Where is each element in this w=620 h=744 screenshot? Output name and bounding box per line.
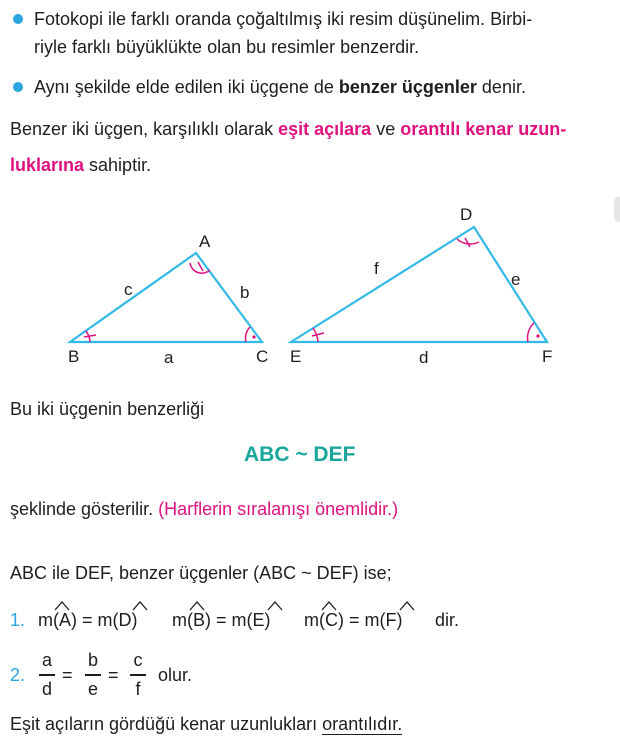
item-1-number: 1.	[10, 610, 26, 630]
item-2-number: 2.	[10, 665, 26, 685]
angle-equality-2: m(B) = m(E)	[172, 610, 271, 630]
equals-sign: =	[62, 665, 73, 685]
fraction-2-numerator: b	[87, 650, 98, 670]
bullet-icon	[13, 14, 23, 24]
side-d: d	[419, 348, 429, 367]
angle-hat-marks	[0, 596, 620, 612]
fraction-3-bar	[130, 674, 146, 676]
similar-triangles-figure	[0, 200, 620, 375]
side-a: a	[164, 348, 174, 367]
fraction-3-denominator: f	[135, 679, 141, 699]
item-1-suffix: dir.	[435, 610, 460, 630]
bullet-1-line-1: Fotokopi ile farklı oranda çoğaltılmış iki resim düşünelim. Birbi-	[34, 9, 533, 29]
vertex-f: F	[542, 347, 553, 366]
triangle-def	[291, 227, 547, 342]
bullet-1-line-2: riyle farklı büyüklükte olan bu resimler benzerdir.	[34, 37, 420, 57]
vertex-b: B	[68, 347, 80, 366]
conclusion: Eşit açıların gördüğü kenar uzunlukları orantılıdır.	[10, 714, 403, 734]
fraction-2-denominator: e	[87, 679, 98, 699]
vertex-a: A	[199, 232, 211, 251]
fraction-1-bar	[39, 674, 55, 676]
angle-mark-f	[528, 323, 534, 342]
similarity-notation: ABC ~ DEF	[244, 443, 356, 466]
vertex-e: E	[290, 347, 302, 366]
notation-intro: Bu iki üçgenin benzerliği	[10, 399, 205, 419]
bullet-icon	[13, 82, 23, 92]
side-e: e	[511, 270, 521, 289]
angle-equality-1: m(A) = m(D)	[38, 610, 138, 630]
bullet-2: Aynı şekilde elde edilen iki üçgene de benzer üçgenler denir.	[34, 77, 526, 97]
item-2-suffix: olur.	[158, 665, 193, 685]
definition-line-2: luklarına sahiptir.	[10, 155, 152, 175]
triangle-abc	[70, 253, 262, 342]
notation-shown: şeklinde gösterilir. (Harflerin sıralanışı önemlidir.)	[10, 499, 399, 519]
side-b: b	[240, 283, 250, 302]
definition-line-1: Benzer iki üçgen, karşılıklı olarak eşit açılara ve orantılı kenar uzun-	[10, 119, 567, 139]
fraction-2-bar	[85, 674, 101, 676]
vertex-c: C	[256, 347, 269, 366]
similarity-statement: ABC ile DEF, benzer üçgenler (ABC ~ DEF) ise;	[10, 563, 392, 583]
equals-sign: =	[108, 665, 119, 685]
fraction-1-numerator: a	[41, 650, 52, 670]
angle-equality-3: m(C) = m(F)	[304, 610, 403, 630]
vertex-d: D	[460, 205, 473, 224]
angle-mark-c	[246, 327, 250, 342]
side-c: c	[124, 280, 133, 299]
side-f: f	[374, 259, 379, 278]
fraction-3-numerator: c	[133, 650, 143, 670]
fraction-1-denominator: d	[41, 679, 52, 699]
